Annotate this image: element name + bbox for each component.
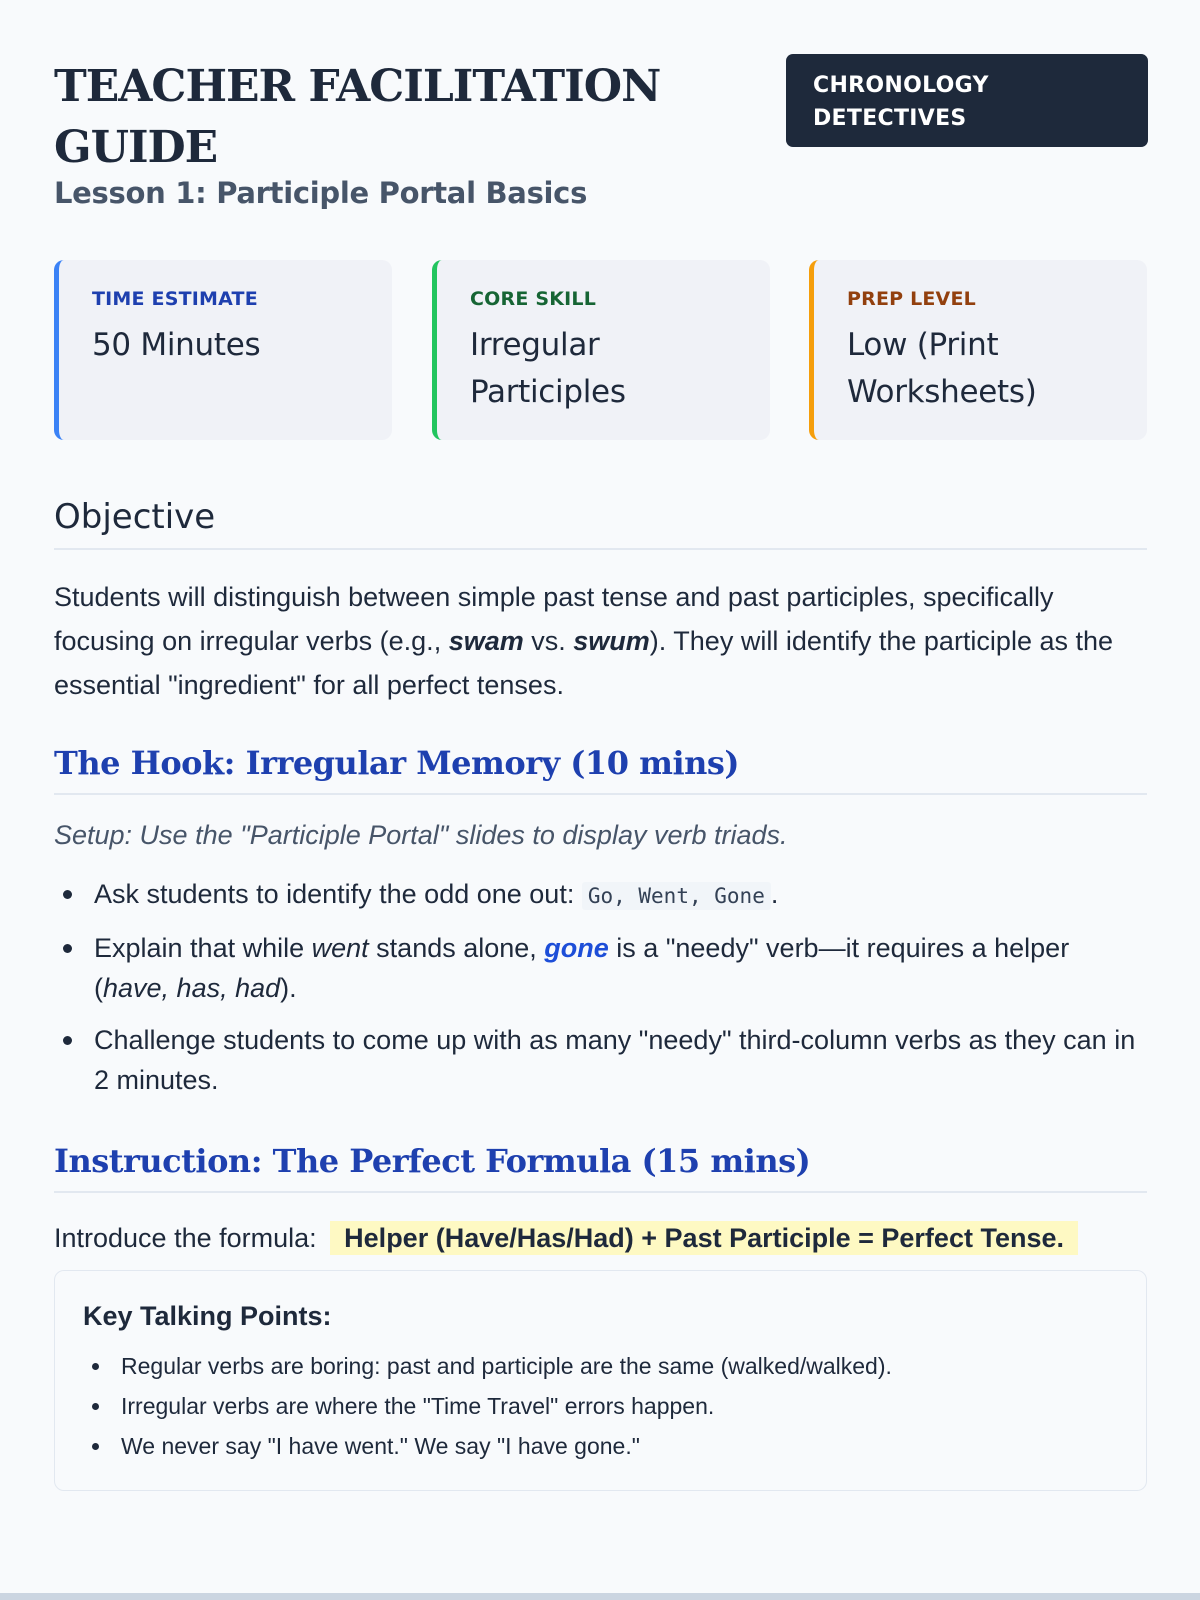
page-bottom-edge [0,1593,1200,1600]
objective-heading: Objective [54,497,1147,550]
card-value: Irregular Participles [470,327,626,410]
card-value: Low (Print Worksheets) [847,327,1037,410]
lesson-subtitle: Lesson 1: Participle Portal Basics [54,176,588,210]
list-item-text: Ask students to identify the odd one out: [94,879,582,909]
card-label: CORE SKILL [470,288,597,310]
time-estimate-card [54,260,392,440]
list-item: Challenge students to come up with as many "needy" third-column verbs as they can in 2 minutes. [94,1020,1147,1100]
card-label: PREP LEVEL [847,288,976,310]
core-skill-card [432,260,770,440]
lesson-info-cards [54,260,1147,440]
verb-triad-code: Go, Went, Gone [582,882,771,910]
list-item-text: Explain that while [94,933,312,963]
card-label: TIME ESTIMATE [92,288,258,310]
hook-heading: The Hook: Irregular Memory (10 mins) [54,744,1147,795]
list-item-text: stands alone, [368,933,545,963]
example-past: swam [448,626,524,656]
list-item [94,874,1147,916]
instruction-heading: Instruction: The Perfect Formula (15 mins) [54,1142,1147,1193]
gone-word: gone [544,933,609,963]
list-item [94,928,1147,1008]
page-title: TEACHER FACILITATION GUIDE [54,61,661,173]
objective-text-part: ). They will identify the participle as the essential "ingredient" for all perfect tenses. [54,626,1114,700]
talking-points-list [83,1346,1146,1466]
unit-badge: CHRONOLOGY DETECTIVES [786,54,1148,147]
objective-text-part: Students will distinguish between simple past tense and past participles, specifically focusing on irregular verbs (e.g., [54,582,1054,656]
list-item: We never say "I have went." We say "I have gone." [121,1426,1146,1466]
talking-points-box [54,1270,1147,1491]
formula-intro-text: Introduce the formula: [54,1223,317,1253]
list-item-text: ). [280,973,297,1003]
example-participle: swum [573,626,650,656]
formula-intro [54,1218,1078,1258]
objective-text [54,575,1147,707]
went-word: went [311,933,369,963]
card-value: 50 Minutes [92,327,261,363]
list-item-text: is a "needy" verb—it requires a helper ( [94,933,1070,1003]
objective-text-part: vs. [523,626,574,656]
list-item-text: . [770,879,779,909]
formula-highlight: Helper (Have/Has/Had) + Past Participle = Perfect Tense. [330,1221,1078,1255]
helper-verbs: have, has, had [103,973,281,1003]
hook-setup-note: Setup: Use the "Participle Portal" slides to display verb triads. [54,820,788,850]
prep-level-card [809,260,1147,440]
talking-points-title: Key Talking Points: [83,1301,332,1331]
hook-steps-list [54,874,1147,1112]
guide-header [54,0,1147,225]
list-item: Regular verbs are boring: past and participle are the same (walked/walked). [121,1346,1146,1386]
list-item: Irregular verbs are where the "Time Travel" errors happen. [121,1386,1146,1426]
lesson-guide [54,0,1147,1459]
